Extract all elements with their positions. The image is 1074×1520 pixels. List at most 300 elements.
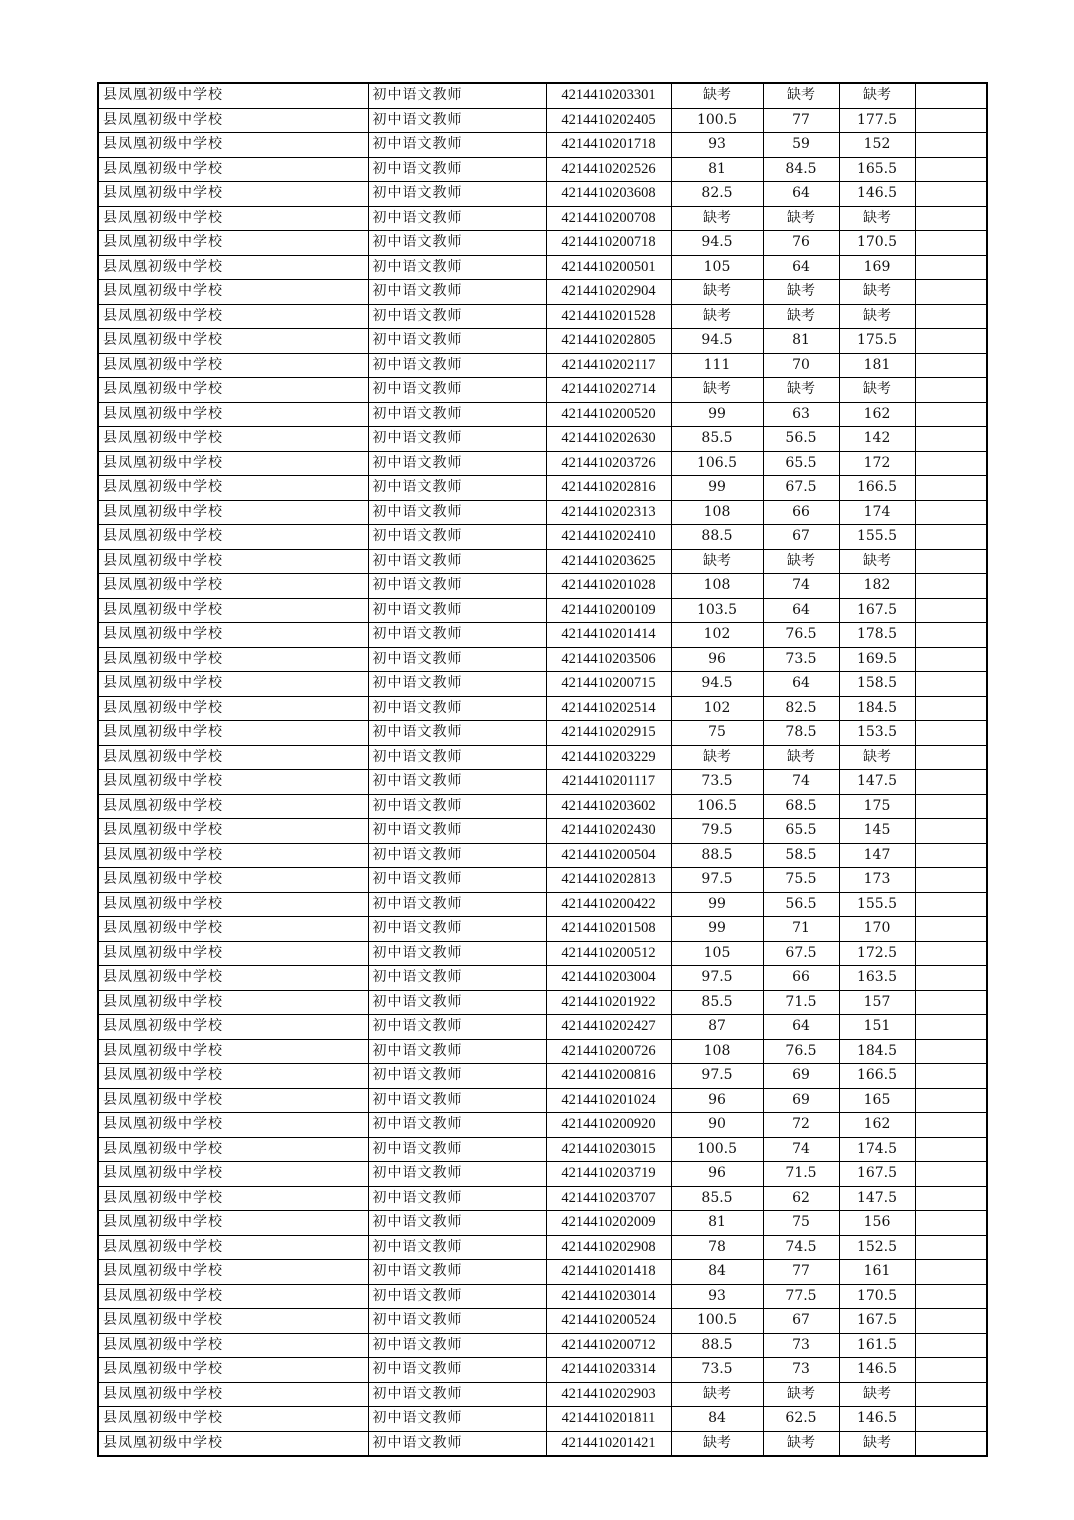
total-score-cell: 155.5: [839, 525, 915, 550]
written-score-cell: 90: [671, 1113, 763, 1138]
remark-cell: [915, 843, 987, 868]
table-row: [98, 402, 987, 427]
candidate-id-cell: 4214410200501: [546, 255, 671, 280]
post-cell: 初中语文教师: [368, 647, 546, 672]
table-row: [98, 378, 987, 403]
candidate-id-cell: 4214410202908: [546, 1235, 671, 1260]
written-score-cell: 93: [671, 133, 763, 158]
school-cell: 县凤凰初级中学校: [98, 1309, 368, 1334]
written-score-cell: 99: [671, 476, 763, 501]
remark-cell: [915, 770, 987, 795]
interview-score-cell: 67: [763, 525, 839, 550]
school-cell: 县凤凰初级中学校: [98, 917, 368, 942]
candidate-id-cell: 4214410202313: [546, 500, 671, 525]
remark-cell: [915, 745, 987, 770]
interview-score-cell: 缺考: [763, 1382, 839, 1407]
school-cell: 县凤凰初级中学校: [98, 427, 368, 452]
written-score-cell: 94.5: [671, 672, 763, 697]
school-cell: 县凤凰初级中学校: [98, 1137, 368, 1162]
total-score-cell: 166.5: [839, 1064, 915, 1089]
total-score-cell: 147.5: [839, 770, 915, 795]
interview-score-cell: 69: [763, 1088, 839, 1113]
table-row: [98, 598, 987, 623]
written-score-cell: 97.5: [671, 1064, 763, 1089]
total-score-cell: 156: [839, 1211, 915, 1236]
school-cell: 县凤凰初级中学校: [98, 647, 368, 672]
interview-score-cell: 64: [763, 598, 839, 623]
interview-score-cell: 74.5: [763, 1235, 839, 1260]
written-score-cell: 88.5: [671, 843, 763, 868]
remark-cell: [915, 794, 987, 819]
total-score-cell: 152.5: [839, 1235, 915, 1260]
total-score-cell: 174: [839, 500, 915, 525]
interview-score-cell: 76.5: [763, 1039, 839, 1064]
written-score-cell: 103.5: [671, 598, 763, 623]
table-row: [98, 1309, 987, 1334]
remark-cell: [915, 476, 987, 501]
candidate-id-cell: 4214410201421: [546, 1431, 671, 1456]
post-cell: 初中语文教师: [368, 1235, 546, 1260]
interview-score-cell: 77: [763, 108, 839, 133]
table-row: [98, 549, 987, 574]
table-row: [98, 182, 987, 207]
interview-score-cell: 69: [763, 1064, 839, 1089]
post-cell: 初中语文教师: [368, 402, 546, 427]
post-cell: 初中语文教师: [368, 1382, 546, 1407]
written-score-cell: 缺考: [671, 280, 763, 305]
written-score-cell: 102: [671, 623, 763, 648]
remark-cell: [915, 990, 987, 1015]
remark-cell: [915, 231, 987, 256]
interview-score-cell: 缺考: [763, 1431, 839, 1456]
school-cell: 县凤凰初级中学校: [98, 1358, 368, 1383]
interview-score-cell: 73.5: [763, 647, 839, 672]
interview-score-cell: 75: [763, 1211, 839, 1236]
total-score-cell: 166.5: [839, 476, 915, 501]
post-cell: 初中语文教师: [368, 280, 546, 305]
table-row: [98, 1358, 987, 1383]
table-row: [98, 1015, 987, 1040]
remark-cell: [915, 1088, 987, 1113]
post-cell: 初中语文教师: [368, 329, 546, 354]
school-cell: 县凤凰初级中学校: [98, 1284, 368, 1309]
school-cell: 县凤凰初级中学校: [98, 598, 368, 623]
total-score-cell: 182: [839, 574, 915, 599]
post-cell: 初中语文教师: [368, 108, 546, 133]
candidate-id-cell: 4214410203506: [546, 647, 671, 672]
total-score-cell: 缺考: [839, 378, 915, 403]
interview-score-cell: 76: [763, 231, 839, 256]
total-score-cell: 170.5: [839, 1284, 915, 1309]
written-score-cell: 缺考: [671, 745, 763, 770]
school-cell: 县凤凰初级中学校: [98, 1382, 368, 1407]
interview-score-cell: 71.5: [763, 990, 839, 1015]
table-row: [98, 1211, 987, 1236]
school-cell: 县凤凰初级中学校: [98, 843, 368, 868]
remark-cell: [915, 917, 987, 942]
candidate-id-cell: 4214410200708: [546, 206, 671, 231]
total-score-cell: 177.5: [839, 108, 915, 133]
table-row: [98, 917, 987, 942]
school-cell: 县凤凰初级中学校: [98, 1162, 368, 1187]
written-score-cell: 85.5: [671, 990, 763, 1015]
table-row: [98, 1186, 987, 1211]
total-score-cell: 169.5: [839, 647, 915, 672]
candidate-id-cell: 4214410202816: [546, 476, 671, 501]
total-score-cell: 缺考: [839, 745, 915, 770]
candidate-id-cell: 4214410202630: [546, 427, 671, 452]
written-score-cell: 缺考: [671, 83, 763, 108]
candidate-id-cell: 4214410201718: [546, 133, 671, 158]
post-cell: 初中语文教师: [368, 1039, 546, 1064]
table-body: [98, 83, 987, 1456]
table-row: [98, 427, 987, 452]
candidate-id-cell: 4214410200109: [546, 598, 671, 623]
school-cell: 县凤凰初级中学校: [98, 549, 368, 574]
school-cell: 县凤凰初级中学校: [98, 476, 368, 501]
interview-score-cell: 66: [763, 500, 839, 525]
post-cell: 初中语文教师: [368, 696, 546, 721]
written-score-cell: 79.5: [671, 819, 763, 844]
candidate-id-cell: 4214410202427: [546, 1015, 671, 1040]
table-row: [98, 83, 987, 108]
remark-cell: [915, 378, 987, 403]
remark-cell: [915, 819, 987, 844]
interview-score-cell: 59: [763, 133, 839, 158]
table-row: [98, 525, 987, 550]
candidate-id-cell: 4214410202915: [546, 721, 671, 746]
school-cell: 县凤凰初级中学校: [98, 83, 368, 108]
candidate-id-cell: 4214410201414: [546, 623, 671, 648]
school-cell: 县凤凰初级中学校: [98, 868, 368, 893]
remark-cell: [915, 353, 987, 378]
interview-score-cell: 56.5: [763, 892, 839, 917]
table-row: [98, 770, 987, 795]
table-row: [98, 108, 987, 133]
school-cell: 县凤凰初级中学校: [98, 206, 368, 231]
post-cell: 初中语文教师: [368, 182, 546, 207]
school-cell: 县凤凰初级中学校: [98, 525, 368, 550]
remark-cell: [915, 941, 987, 966]
table-row: [98, 206, 987, 231]
post-cell: 初中语文教师: [368, 623, 546, 648]
post-cell: 初中语文教师: [368, 206, 546, 231]
total-score-cell: 162: [839, 402, 915, 427]
school-cell: 县凤凰初级中学校: [98, 353, 368, 378]
school-cell: 县凤凰初级中学校: [98, 500, 368, 525]
candidate-id-cell: 4214410200718: [546, 231, 671, 256]
total-score-cell: 146.5: [839, 182, 915, 207]
school-cell: 县凤凰初级中学校: [98, 329, 368, 354]
post-cell: 初中语文教师: [368, 1309, 546, 1334]
table-row: [98, 451, 987, 476]
written-score-cell: 105: [671, 941, 763, 966]
post-cell: 初中语文教师: [368, 549, 546, 574]
post-cell: 初中语文教师: [368, 990, 546, 1015]
post-cell: 初中语文教师: [368, 941, 546, 966]
table-row: [98, 574, 987, 599]
interview-score-cell: 84.5: [763, 157, 839, 182]
table-row: [98, 696, 987, 721]
table-row: [98, 990, 987, 1015]
school-cell: 县凤凰初级中学校: [98, 1088, 368, 1113]
interview-score-cell: 65.5: [763, 451, 839, 476]
table-row: [98, 1431, 987, 1456]
table-row: [98, 1407, 987, 1432]
post-cell: 初中语文教师: [368, 770, 546, 795]
written-score-cell: 97.5: [671, 868, 763, 893]
remark-cell: [915, 549, 987, 574]
interview-score-cell: 缺考: [763, 206, 839, 231]
post-cell: 初中语文教师: [368, 83, 546, 108]
interview-score-cell: 73: [763, 1333, 839, 1358]
table-row: [98, 1260, 987, 1285]
written-score-cell: 82.5: [671, 182, 763, 207]
interview-score-cell: 62.5: [763, 1407, 839, 1432]
remark-cell: [915, 1113, 987, 1138]
interview-score-cell: 74: [763, 574, 839, 599]
total-score-cell: 缺考: [839, 1431, 915, 1456]
table-row: [98, 500, 987, 525]
total-score-cell: 146.5: [839, 1407, 915, 1432]
post-cell: 初中语文教师: [368, 672, 546, 697]
school-cell: 县凤凰初级中学校: [98, 672, 368, 697]
candidate-id-cell: 4214410202405: [546, 108, 671, 133]
interview-score-cell: 62: [763, 1186, 839, 1211]
post-cell: 初中语文教师: [368, 843, 546, 868]
score-table: [97, 82, 988, 1457]
remark-cell: [915, 1211, 987, 1236]
post-cell: 初中语文教师: [368, 1211, 546, 1236]
total-score-cell: 167.5: [839, 1162, 915, 1187]
candidate-id-cell: 4214410202903: [546, 1382, 671, 1407]
table-row: [98, 133, 987, 158]
school-cell: 县凤凰初级中学校: [98, 378, 368, 403]
written-score-cell: 81: [671, 157, 763, 182]
remark-cell: [915, 574, 987, 599]
candidate-id-cell: 4214410201418: [546, 1260, 671, 1285]
total-score-cell: 184.5: [839, 696, 915, 721]
interview-score-cell: 71.5: [763, 1162, 839, 1187]
table-row: [98, 892, 987, 917]
written-score-cell: 105: [671, 255, 763, 280]
remark-cell: [915, 1358, 987, 1383]
total-score-cell: 155.5: [839, 892, 915, 917]
table-row: [98, 1137, 987, 1162]
candidate-id-cell: 4214410201508: [546, 917, 671, 942]
candidate-id-cell: 4214410202904: [546, 280, 671, 305]
remark-cell: [915, 892, 987, 917]
written-score-cell: 94.5: [671, 329, 763, 354]
school-cell: 县凤凰初级中学校: [98, 182, 368, 207]
interview-score-cell: 63: [763, 402, 839, 427]
school-cell: 县凤凰初级中学校: [98, 941, 368, 966]
remark-cell: [915, 672, 987, 697]
total-score-cell: 缺考: [839, 83, 915, 108]
total-score-cell: 161.5: [839, 1333, 915, 1358]
total-score-cell: 174.5: [839, 1137, 915, 1162]
candidate-id-cell: 4214410202009: [546, 1211, 671, 1236]
remark-cell: [915, 1260, 987, 1285]
post-cell: 初中语文教师: [368, 476, 546, 501]
total-score-cell: 缺考: [839, 304, 915, 329]
school-cell: 县凤凰初级中学校: [98, 1186, 368, 1211]
total-score-cell: 147.5: [839, 1186, 915, 1211]
written-score-cell: 108: [671, 574, 763, 599]
post-cell: 初中语文教师: [368, 378, 546, 403]
total-score-cell: 163.5: [839, 966, 915, 991]
interview-score-cell: 65.5: [763, 819, 839, 844]
candidate-id-cell: 4214410203707: [546, 1186, 671, 1211]
school-cell: 县凤凰初级中学校: [98, 1260, 368, 1285]
written-score-cell: 85.5: [671, 1186, 763, 1211]
school-cell: 县凤凰初级中学校: [98, 255, 368, 280]
total-score-cell: 缺考: [839, 549, 915, 574]
remark-cell: [915, 157, 987, 182]
total-score-cell: 缺考: [839, 1382, 915, 1407]
candidate-id-cell: 4214410203625: [546, 549, 671, 574]
remark-cell: [915, 329, 987, 354]
interview-score-cell: 73: [763, 1358, 839, 1383]
table-row: [98, 255, 987, 280]
candidate-id-cell: 4214410203314: [546, 1358, 671, 1383]
candidate-id-cell: 4214410203726: [546, 451, 671, 476]
written-score-cell: 100.5: [671, 1309, 763, 1334]
school-cell: 县凤凰初级中学校: [98, 574, 368, 599]
total-score-cell: 175: [839, 794, 915, 819]
remark-cell: [915, 83, 987, 108]
candidate-id-cell: 4214410201528: [546, 304, 671, 329]
written-score-cell: 111: [671, 353, 763, 378]
total-score-cell: 165: [839, 1088, 915, 1113]
school-cell: 县凤凰初级中学校: [98, 966, 368, 991]
total-score-cell: 167.5: [839, 1309, 915, 1334]
table-row: [98, 280, 987, 305]
remark-cell: [915, 1039, 987, 1064]
total-score-cell: 161: [839, 1260, 915, 1285]
post-cell: 初中语文教师: [368, 794, 546, 819]
candidate-id-cell: 4214410200520: [546, 402, 671, 427]
school-cell: 县凤凰初级中学校: [98, 770, 368, 795]
written-score-cell: 78: [671, 1235, 763, 1260]
written-score-cell: 84: [671, 1260, 763, 1285]
candidate-id-cell: 4214410202410: [546, 525, 671, 550]
remark-cell: [915, 1284, 987, 1309]
remark-cell: [915, 402, 987, 427]
school-cell: 县凤凰初级中学校: [98, 819, 368, 844]
candidate-id-cell: 4214410201811: [546, 1407, 671, 1432]
post-cell: 初中语文教师: [368, 525, 546, 550]
school-cell: 县凤凰初级中学校: [98, 157, 368, 182]
post-cell: 初中语文教师: [368, 1284, 546, 1309]
total-score-cell: 181: [839, 353, 915, 378]
remark-cell: [915, 696, 987, 721]
total-score-cell: 153.5: [839, 721, 915, 746]
total-score-cell: 145: [839, 819, 915, 844]
written-score-cell: 73.5: [671, 770, 763, 795]
written-score-cell: 缺考: [671, 206, 763, 231]
remark-cell: [915, 280, 987, 305]
written-score-cell: 96: [671, 1162, 763, 1187]
table-row: [98, 329, 987, 354]
school-cell: 县凤凰初级中学校: [98, 1407, 368, 1432]
remark-cell: [915, 966, 987, 991]
school-cell: 县凤凰初级中学校: [98, 1235, 368, 1260]
interview-score-cell: 68.5: [763, 794, 839, 819]
interview-score-cell: 缺考: [763, 280, 839, 305]
total-score-cell: 167.5: [839, 598, 915, 623]
post-cell: 初中语文教师: [368, 868, 546, 893]
school-cell: 县凤凰初级中学校: [98, 745, 368, 770]
candidate-id-cell: 4214410202805: [546, 329, 671, 354]
table-row: [98, 819, 987, 844]
table-row: [98, 353, 987, 378]
table-row: [98, 647, 987, 672]
remark-cell: [915, 500, 987, 525]
post-cell: 初中语文教师: [368, 255, 546, 280]
written-score-cell: 106.5: [671, 451, 763, 476]
candidate-id-cell: 4214410202813: [546, 868, 671, 893]
total-score-cell: 184.5: [839, 1039, 915, 1064]
post-cell: 初中语文教师: [368, 157, 546, 182]
total-score-cell: 170.5: [839, 231, 915, 256]
remark-cell: [915, 133, 987, 158]
table-row: [98, 623, 987, 648]
candidate-id-cell: 4214410203229: [546, 745, 671, 770]
interview-score-cell: 77.5: [763, 1284, 839, 1309]
interview-score-cell: 82.5: [763, 696, 839, 721]
candidate-id-cell: 4214410203602: [546, 794, 671, 819]
post-cell: 初中语文教师: [368, 1260, 546, 1285]
remark-cell: [915, 868, 987, 893]
table-row: [98, 1039, 987, 1064]
school-cell: 县凤凰初级中学校: [98, 1064, 368, 1089]
table-row: [98, 966, 987, 991]
remark-cell: [915, 1064, 987, 1089]
interview-score-cell: 74: [763, 1137, 839, 1162]
written-score-cell: 93: [671, 1284, 763, 1309]
post-cell: 初中语文教师: [368, 304, 546, 329]
remark-cell: [915, 1407, 987, 1432]
post-cell: 初中语文教师: [368, 892, 546, 917]
table-row: [98, 1333, 987, 1358]
remark-cell: [915, 1333, 987, 1358]
interview-score-cell: 78.5: [763, 721, 839, 746]
total-score-cell: 165.5: [839, 157, 915, 182]
interview-score-cell: 70: [763, 353, 839, 378]
post-cell: 初中语文教师: [368, 427, 546, 452]
candidate-id-cell: 4214410200712: [546, 1333, 671, 1358]
written-score-cell: 缺考: [671, 304, 763, 329]
interview-score-cell: 76.5: [763, 623, 839, 648]
total-score-cell: 缺考: [839, 206, 915, 231]
table-row: [98, 941, 987, 966]
written-score-cell: 88.5: [671, 1333, 763, 1358]
school-cell: 县凤凰初级中学校: [98, 623, 368, 648]
post-cell: 初中语文教师: [368, 1137, 546, 1162]
interview-score-cell: 75.5: [763, 868, 839, 893]
school-cell: 县凤凰初级中学校: [98, 696, 368, 721]
table-row: [98, 304, 987, 329]
post-cell: 初中语文教师: [368, 1333, 546, 1358]
post-cell: 初中语文教师: [368, 1015, 546, 1040]
written-score-cell: 97.5: [671, 966, 763, 991]
interview-score-cell: 72: [763, 1113, 839, 1138]
total-score-cell: 162: [839, 1113, 915, 1138]
written-score-cell: 缺考: [671, 1431, 763, 1456]
written-score-cell: 102: [671, 696, 763, 721]
table-row: [98, 843, 987, 868]
